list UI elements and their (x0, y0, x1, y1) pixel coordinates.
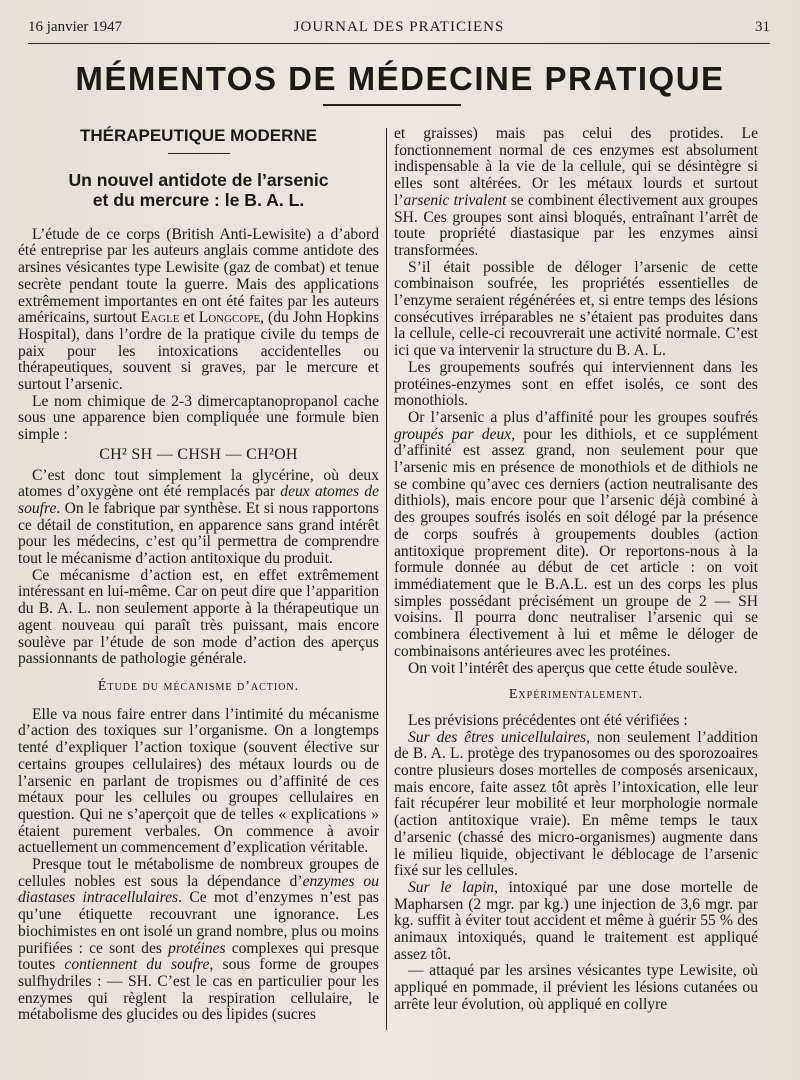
running-header (28, 19, 770, 41)
predictions-paragraph: Les prévisions précédentes ont été vérifiées : (408, 711, 688, 729)
section-rule (168, 153, 230, 154)
chemical-name-paragraph: Le nom chimique de 2-3 dimercaptanopropanol cache sous une apparence bien compliquée une formule bien simple : (18, 392, 379, 444)
author-longcope: Longcope (198, 309, 261, 327)
column-divider (386, 128, 387, 1030)
author-eagle: Eagle (140, 309, 180, 327)
header-rule (28, 43, 770, 44)
masthead-rule (323, 104, 461, 106)
dislodge-paragraph: S’il était possible de déloger l’arsenic de cette combinaison soufrée, les propriétés essentielles de l’enzyme seraient régénérées et, si entre temps des lésions consécutives irréparables ne s’étaient pas produites dans la cellule, celle-ci recouvrerait une activité normale. C’est ici que va intervenir la structure du B. A. L. (394, 258, 758, 360)
article-title-line-1: Un nouvel antidote de l’arsenic (68, 169, 329, 190)
rabbit-paragraph: Sur le lapin, intoxiqué par une dose mortelle de Mapharsen (2 mgr. par kg.) une injection de 3,6 mgr. par kg. suffit à éviter tout accident et même à guérir 55 % des animaux intoxiqués, quand le traitement est appliqué assez tôt. (394, 878, 758, 963)
page-number: 31 (755, 19, 770, 35)
masthead-title: MÉMENTOS DE MÉDECINE PRATIQUE (75, 60, 725, 97)
monothiols-paragraph: Les groupements soufrés qui interviennent dans les protéines-enzymes sont en effet isolés, ce sont des monothiols. (394, 358, 758, 410)
unicellular-paragraph: Sur des êtres unicellulaires, non seulement l’addition de B. A. L. protège des trypanosomes ou des sporozoaires contre plusieurs doses mortelles de composés arsenicaux, mais encore, faite assez tôt après l’intoxication, elle leur fait récupérer leur mobilité et leur morphologie normale (action antitoxique vraie). En même temps le taux d’arsenic (chassé des micro-organismes) augmente dans le milieu liquide, objectivant le déblocage de l’arsenic fixé sur les cellules. (394, 728, 758, 880)
right-column (394, 126, 758, 1014)
left-column (18, 126, 379, 1024)
mechanism-paragraph: Ce mécanisme d’action est, en effet extrêmement intéressant en lui-même. Car on peut dire que l’apparition du B. A. L. non seulement apporte à la thérapeutique un agent nouveau qui paraît très puissant, mais encore soulève par l’étude de son mode d’action des aperçus passionnants de pathologie générale. (18, 566, 379, 668)
glycerine-paragraph: C’est donc tout simplement la glycérine, où deux atomes d’oxygène ont été remplacés par deux atomes de soufre. On le fabrique par synthèse. Et si nous rapportons ce détail de constitution, en apparence sans grand intérêt pour les médecins, c’est qu’il permettra de comprendre tout le mécanisme d’action antitoxique du produit. (18, 466, 379, 568)
dithiols-paragraph: Or l’arsenic a plus d’affinité pour les groupes soufrés groupés par deux, pour les dithiols, et ce supplément d’affinité est assez grand, non seulement pour que l’arsenic mis en présence de monothiols et de dithiols ne se combine qu’avec ces derniers (action neutralisante des dithiols), mais encore pour que l’arsenic déjà combiné à des groupes soufrés isolés en soit délogé par la présence de corps soufrés à groupements doubles (action antitoxique proprement dite). Or reportons-nous à la formule donnée au début de cet article : on voit immédiatement que le B.A.L. est un des corps les plus simples possédant précisément un groupe de 2 — SH voisins. Il pourra donc neutraliser l’arsenic qui se combinera électivement à lui et même le déloger de combinaisons antérieures avec les protéines. (394, 408, 758, 660)
article-title-line-2: et du mercure : le B. A. L. (92, 189, 305, 210)
interest-paragraph: On voit l’intérêt des aperçus que cette étude soulève. (408, 659, 738, 677)
intro-paragraph: L’étude de ce corps (British Anti-Lewisite) a d’abord été entreprise par les auteurs anglais comme antidote des arsines vésicantes type Lewisite (gaz de combat) et tenue secrète pendant toute la guerre. Mais des applications extrêmement importantes en ont été faites par les auteurs américains, surtout Eagle et Longcope, (du John Hopkins Hospital), dans l’ordre de la pratique civile du temps de paix pour les intoxications accidentelles ou thérapeutiques, souvent si graves, par le mercure et surtout l’arsenic. (18, 225, 379, 394)
journal-name: JOURNAL DES PRATICIENS (293, 19, 505, 35)
section-heading: THÉRAPEUTIQUE MODERNE (79, 126, 318, 145)
chemical-formula: CH² SH — CHSH — CH²OH (99, 445, 298, 463)
continuation-paragraph: et graisses) mais pas celui des protides. Le fonctionnement normal de ces enzymes est absolument indispensable à la vie de la cellule, qui se désintègre si elles sont altérées. Or les métaux lourds et surtout l’arsenic trivalent se combinent électivement aux groupes SH. Ces groupes sont ainsi bloqués, entraînant l’arrêt de toute propriété diastasique par les enzymes ainsi transformées. (394, 125, 758, 259)
issue-date: 16 janvier 1947 (28, 19, 123, 35)
subheading-mechanism: Étude du mécanisme d’action. (97, 678, 300, 694)
intimacy-paragraph: Elle va nous faire entrer dans l’intimité du mécanisme d’action des toxiques sur l’organisme. On a longtemps tenté d’expliquer l’action toxique (souvent élective sur certains groupes cellulaires) des métaux lourds ou de l’arsenic en parlant de tropismes ou d’affinité de ces métaux pour les cellules ou groupes cellulaires en question. Qui ne s’aperçoit que de telles « explications » étaient purement verbales. On commence à avoir actuellement un commencement d’explication véritable. (18, 705, 379, 857)
lewisite-paragraph: — attaqué par les arsines vésicantes type Lewisite, où appliqué en pommade, il prévient les lésions cutanées ou arrête leur évolution, où appliqué en collyre (394, 962, 758, 1013)
enzymes-paragraph: Presque tout le métabolisme de nombreux groupes de cellules nobles est sous la dépendance d’enzymes ou diastases intracellulaires. Ce mot d’enzymes n’est pas qu’une étiquette recouvrant une ignorance. Les biochimistes en ont isolé un grand nombre, plus ou moins purifiées : ce sont des protéines complexes qui presque toutes contiennent du soufre, sous forme de groupes sulfhydriles : — SH. C’est le cas en particulier pour les enzymes qui règlent la respiration cellulaire, le métabolisme des glucides ou des lipides (sucres (18, 856, 380, 1024)
article-title (18, 170, 379, 210)
subheading-experimental: Expérimentalement. (508, 687, 644, 703)
